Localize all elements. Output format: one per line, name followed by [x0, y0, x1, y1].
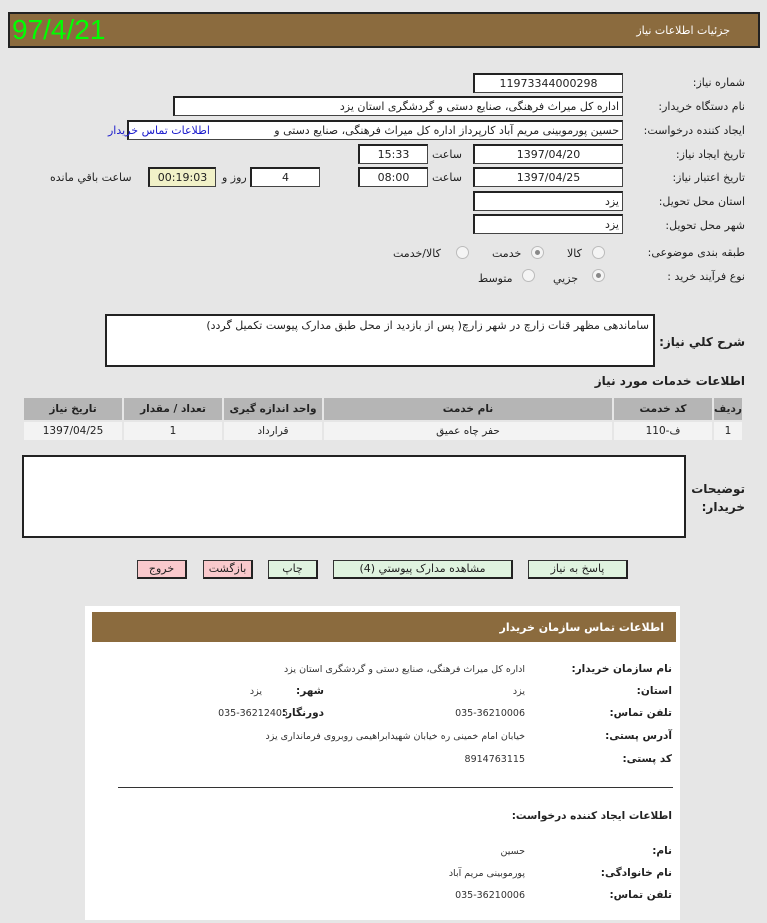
contact-title: اطلاعات تماس سازمان خریدار	[92, 612, 676, 642]
org-value: اداره کل میراث فرهنگی، صنایع دستی و گردشگری استان یزد	[283, 664, 525, 675]
days-label: روز و	[222, 171, 247, 184]
notes-label-line2: خریدار:	[701, 500, 745, 514]
date-stamp: 97/4/21	[12, 14, 106, 45]
process-radio-minor[interactable]	[592, 269, 605, 282]
city-label: شهر محل تحویل:	[665, 219, 745, 232]
valid-time-label: ساعت	[432, 171, 462, 184]
attachments-button[interactable]: مشاهده مدارک پیوستي (4)	[333, 560, 513, 579]
category-radio-both[interactable]	[456, 246, 469, 259]
col-qty: تعداد / مقدار	[123, 397, 223, 421]
province-label: استان محل تحویل:	[658, 195, 745, 208]
col-row: ردیف	[713, 397, 743, 421]
process-option-medium: متوسط	[478, 272, 513, 285]
category-radio-service[interactable]	[531, 246, 544, 259]
province-contact-label: استان:	[636, 685, 672, 697]
phone-label: تلفن تماس:	[609, 707, 672, 719]
need-number-field[interactable]: 11973344000298	[473, 73, 623, 93]
cell-unit: قرارداد	[223, 421, 323, 441]
divider	[118, 787, 673, 788]
created-time-field[interactable]: 15:33	[358, 144, 428, 164]
buyer-field[interactable]: اداره کل میراث فرهنگی، صنایع دستی و گردشگری استان یزد	[173, 96, 623, 116]
created-date-field[interactable]: 1397/04/20	[473, 144, 623, 164]
created-date-label: تاریخ ایجاد نیاز:	[675, 148, 745, 161]
creator-phone-label: تلفن تماس:	[609, 889, 672, 901]
process-radio-medium[interactable]	[522, 269, 535, 282]
category-radio-goods[interactable]	[592, 246, 605, 259]
fax-label: دورنگار:	[281, 707, 324, 719]
family-label: نام خانوادگی:	[600, 867, 672, 879]
table-row	[23, 421, 743, 441]
exit-button[interactable]: خروج	[137, 560, 187, 579]
valid-date-label: تاریخ اعتبار نیاز:	[672, 171, 745, 184]
buyer-contact-link-text[interactable]: اطلاعات تماس خریدار	[108, 124, 210, 137]
cell-date: 1397/04/25	[23, 421, 123, 441]
notes-label-line1: توضیحات	[691, 482, 745, 496]
province-field[interactable]: یزد	[473, 191, 623, 211]
page-title: جزئیات اطلاعات نیاز	[636, 24, 730, 37]
back-button[interactable]: بازگشت	[203, 560, 253, 579]
cell-qty: 1	[123, 421, 223, 441]
province-contact-value: یزد	[512, 686, 525, 697]
address-label: آدرس پستی:	[605, 730, 672, 742]
created-time-label: ساعت	[432, 148, 462, 161]
valid-time-field[interactable]: 08:00	[358, 167, 428, 187]
buyer-contact-card	[85, 606, 680, 920]
cell-row: 1	[713, 421, 743, 441]
creator-info-title: اطلاعات ایجاد کننده درخواست:	[511, 810, 672, 822]
city-contact-value: یزد	[249, 686, 262, 697]
family-value: پورموبینی مریم آباد	[448, 868, 525, 879]
buyer-label: نام دستگاه خریدار:	[658, 100, 745, 113]
days-field[interactable]: 4	[250, 167, 320, 187]
process-option-minor: جزیي	[553, 272, 579, 285]
city-field[interactable]: یزد	[473, 214, 623, 234]
name-label: نام:	[652, 845, 672, 857]
address-value: خیابان امام خمینی ره خیابان شهیدابراهیمی روبروی فرمانداری یزد	[265, 731, 525, 742]
col-name: نام خدمت	[323, 397, 613, 421]
col-date: تاریخ نیاز	[23, 397, 123, 421]
fax-value: 035-36212405	[218, 708, 288, 719]
cell-code: ف-110	[613, 421, 713, 441]
page-header	[8, 12, 760, 48]
city-contact-label: شهر:	[296, 685, 324, 697]
buyer-notes-textarea[interactable]	[22, 455, 686, 538]
col-unit: واحد اندازه گیری	[223, 397, 323, 421]
reply-button[interactable]: پاسخ به نیاز	[528, 560, 628, 579]
postal-value: 8914763115	[464, 754, 525, 765]
creator-label: ایجاد کننده درخواست:	[643, 124, 745, 137]
description-textarea[interactable]: ساماندهی مظهر قنات زارچ در شهر زارچ( پس از بازدید از محل طبق مدارک پیوست تکمیل گردد)	[105, 314, 655, 367]
table-header-row	[23, 397, 743, 421]
creator-field[interactable]: حسین پورموبینی مریم آباد کارپرداز اداره کل میراث فرهنگی، صنایع دستی و	[127, 120, 623, 140]
name-value: حسین	[500, 846, 525, 857]
remaining-time-field: 00:19:03	[148, 167, 216, 187]
org-label: نام سازمان خریدار:	[571, 663, 672, 675]
services-title: اطلاعات خدمات مورد نياز	[594, 374, 745, 388]
description-label: شرح كلي نياز:	[659, 335, 745, 349]
cell-name: حفر چاه عمیق	[323, 421, 613, 441]
creator-phone-value: 035-36210006	[455, 890, 525, 901]
category-option-both: کالا/خدمت	[393, 247, 441, 260]
services-table	[22, 396, 744, 442]
valid-date-field[interactable]: 1397/04/25	[473, 167, 623, 187]
col-code: کد خدمت	[613, 397, 713, 421]
category-option-goods: کالا	[567, 247, 582, 260]
postal-label: کد پستی:	[622, 753, 672, 765]
process-label: نوع فرآیند خرید :	[667, 270, 745, 283]
phone-value: 035-36210006	[455, 708, 525, 719]
category-option-service: خدمت	[492, 247, 522, 260]
category-label: طبقه بندی موضوعی:	[647, 246, 745, 259]
remaining-label: ساعت باقي مانده	[50, 171, 132, 184]
need-number-label: شماره نیاز:	[692, 76, 745, 89]
print-button[interactable]: چاپ	[268, 560, 318, 579]
